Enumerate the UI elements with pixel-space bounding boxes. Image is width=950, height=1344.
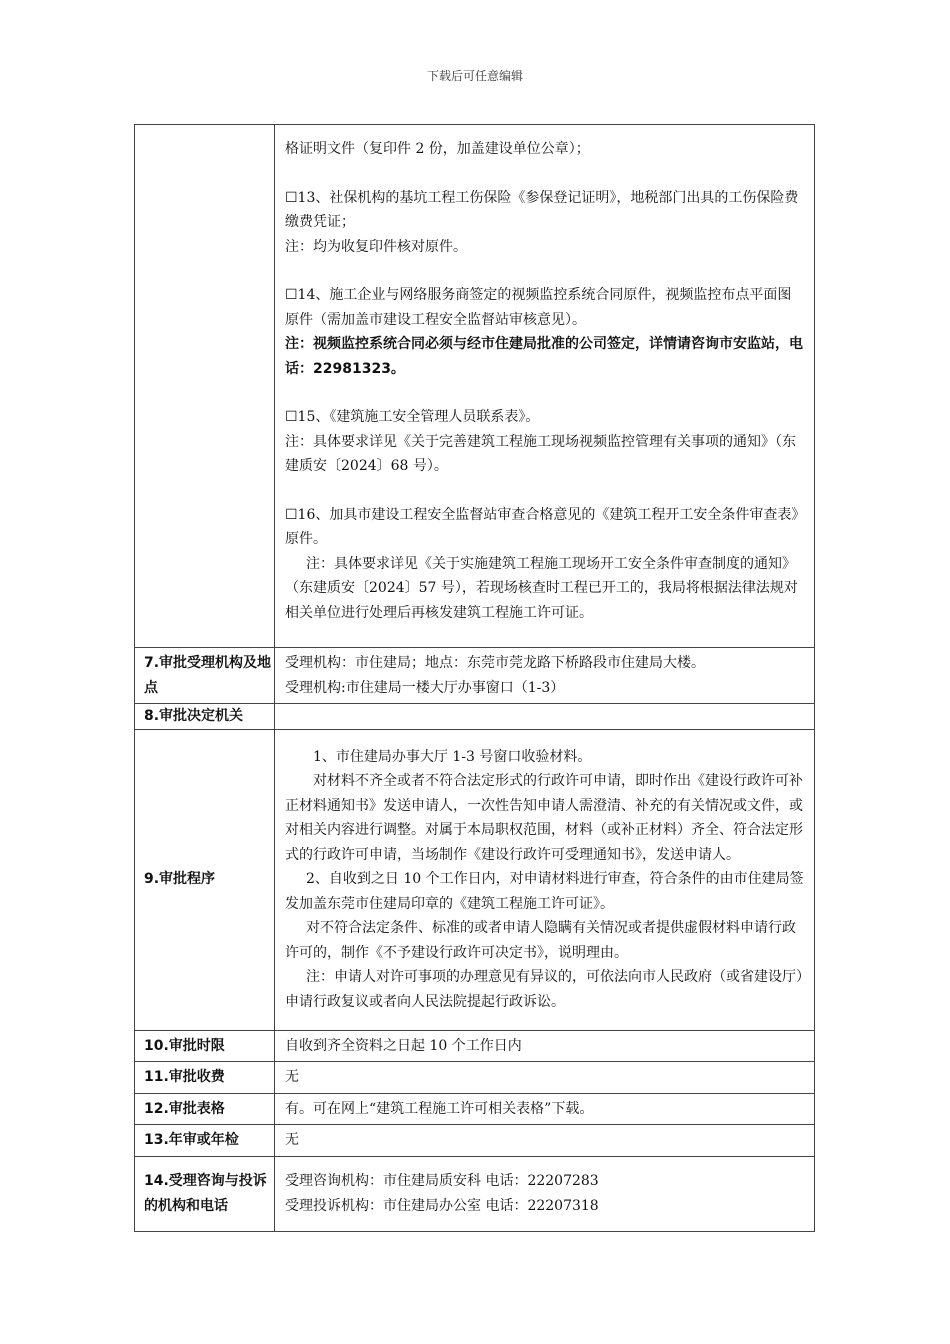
row-label: 13.年审或年检 xyxy=(135,1125,275,1157)
requirement-item-14: ☐14、施工企业与网络服务商签定的视频监控系统合同原件，视频监控布点平面图原件（需加盖市建设工程安全监督站审核意见）。 xyxy=(285,287,792,328)
row-value xyxy=(275,704,815,730)
requirement-text: 格证明文件（复印件 2 份，加盖建设单位公章）； xyxy=(285,141,590,157)
row-label: 10.审批时限 xyxy=(135,1030,275,1062)
requirement-item-13: ☐13、社保机构的基坑工程工伤保险《参保登记证明》，地税部门出具的工伤保险费缴费凭证； xyxy=(285,189,799,230)
row-value: 无 xyxy=(275,1062,815,1094)
row-value: 有。可在网上“建筑工程施工许可相关表格”下载。 xyxy=(275,1093,815,1125)
requirement-item-15: ☐15、《建筑施工安全管理人员联系表》。 xyxy=(285,409,540,425)
requirement-note: 注：具体要求详见《关于完善建筑工程施工现场视频监控管理有关事项的通知》（东建质安〔2024〕68 号）。 xyxy=(285,433,796,474)
procedure-cell xyxy=(275,729,815,1030)
procedure-step: 对不符合法定条件、标准的或者申请人隐瞒有关情况或者提供虚假材料申请行政许可的，制作《不予建设行政许可决定书》，说明理由。 xyxy=(285,920,796,961)
agency-line: 受理机构：市住建局；地点：东莞市莞龙路下桥路段市住建局大楼。 xyxy=(285,655,705,671)
requirement-note: 注：具体要求详见《关于实施建筑工程施工现场开工安全条件审查制度的通知》（东建质安〔2024〕57 号），若现场核查时工程已开工的，我局将根据法律法规对相关单位进行处理后再核发建筑工程施工许可证。 xyxy=(285,555,798,621)
row-value xyxy=(275,648,815,704)
contact-line: 受理投诉机构：市住建局办公室 电话：22207318 xyxy=(285,1197,599,1214)
row-label: 8.审批决定机关 xyxy=(135,704,275,730)
row-value: 自收到齐全资料之日起 10 个工作日内 xyxy=(275,1030,815,1062)
agency-line: 受理机构:市住建局一楼大厅办事窗口（1-3） xyxy=(285,679,565,696)
row-label-empty xyxy=(135,125,275,648)
requirement-note: 注：均为收复印件核对原件。 xyxy=(285,238,467,255)
table-row-time-limit xyxy=(135,1030,815,1062)
table-row-fee xyxy=(135,1062,815,1094)
table-row-annual-review xyxy=(135,1125,815,1157)
row-label: 11.审批收费 xyxy=(135,1062,275,1094)
table-row-forms xyxy=(135,1093,815,1125)
contact-line: 受理咨询机构：市住建局质安科 电话：22207283 xyxy=(285,1173,599,1189)
procedure-note: 注：申请人对许可事项的办理意见有异议的，可依法向市人民政府（或省建设厅）申请行政复议或者向人民法院提起行政诉讼。 xyxy=(285,969,803,1010)
row-label: 12.审批表格 xyxy=(135,1093,275,1125)
table-row-contacts xyxy=(135,1156,815,1231)
requirements-cell xyxy=(275,125,815,648)
page-header-note: 下载后可任意编辑 xyxy=(426,69,523,83)
table-row-decision-authority xyxy=(135,704,815,730)
procedure-step: 对材料不齐全或者不符合法定形式的行政许可申请，即时作出《建设行政许可补正材料通知书》发送申请人，一次性告知申请人需澄清、补充的有关情况或文件，或对相关内容进行调整。对属于本局职权范围，材料（或补正材料）齐全、符合法定形式的行政许可申请，当场制作《建设行政许可受理通知书》，发送申请人。 xyxy=(285,773,803,863)
row-label: 14.受理咨询与投诉的机构和电话 xyxy=(135,1156,275,1231)
approval-info-table xyxy=(134,124,815,1232)
procedure-step: 1、市住建局办事大厅 1-3 号窗口收验材料。 xyxy=(313,748,592,765)
table-row-accepting-agency xyxy=(135,648,815,704)
table-row-requirements-continued xyxy=(135,125,815,648)
requirement-item-16: ☐16、加具市建设工程安全监督站审查合格意见的《建筑工程开工安全条件审查表》原件。 xyxy=(285,506,799,547)
contacts-cell xyxy=(275,1156,815,1231)
table-row-procedure xyxy=(135,729,815,1030)
row-label: 9.审批程序 xyxy=(135,729,275,1030)
procedure-step: 2、自收到之日 10 个工作日内，对申请材料进行审查，符合条件的由市住建局签发加盖东莞市住建局印章的《建筑工程施工许可证》。 xyxy=(285,871,804,912)
requirement-note-bold: 注：视频监控系统合同必须与经市住建局批准的公司签定，详情请咨询市安监站，电话：22981323。 xyxy=(285,336,803,377)
row-value: 无 xyxy=(275,1125,815,1157)
row-label: 7.审批受理机构及地点 xyxy=(135,648,275,704)
